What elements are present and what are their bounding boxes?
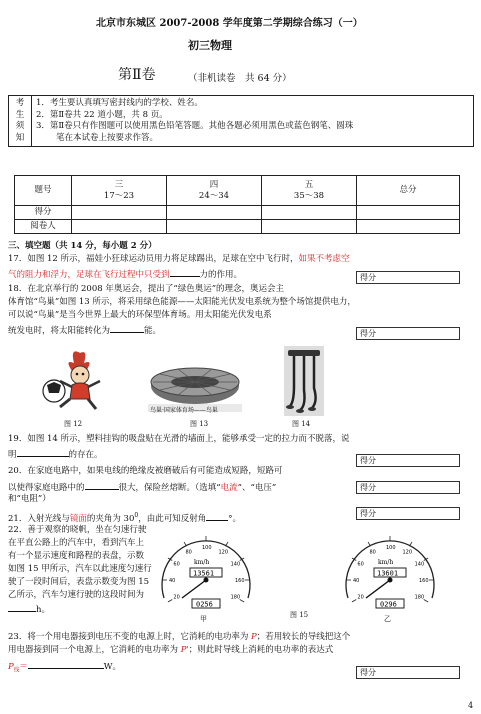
q20-red-text: 电流 <box>220 483 238 493</box>
q20-line3: 和“电阻”） <box>8 494 51 504</box>
gauge-jia-label: 甲 <box>200 615 207 623</box>
mascot-football-figure <box>30 345 110 417</box>
gauge-tick-label: 140 <box>414 561 425 568</box>
notice-label-char: 知 <box>15 132 25 143</box>
q18-line1: 18．在北京举行的 2008 年奥运会，提出了“绿色奥运”的理念，奥运会主 <box>8 284 285 294</box>
q22-text-block <box>8 524 152 617</box>
q18-score-box[interactable]: 得分 <box>356 327 460 340</box>
score-cell[interactable] <box>167 206 262 220</box>
col-range: 24～34 <box>198 190 230 201</box>
q20-answer-blank[interactable] <box>85 480 119 490</box>
q20-line1: 20．在家庭电路中，如果电线的绝缘皮被磨破后有可能造成短路，短路可 <box>8 466 283 476</box>
col-num: 四 <box>209 179 219 190</box>
q23-symbol: P <box>8 662 14 672</box>
gauge-tick-label: 180 <box>414 594 425 601</box>
gauge-tick-label: 100 <box>386 545 396 551</box>
q22-line: 如图 15 甲所示，汽车以此速度匀速行 <box>8 564 152 574</box>
score-row-label: 得分 <box>15 206 72 220</box>
q21-text: ，由此可知反射角 <box>138 513 207 524</box>
notice-label-char: 考 <box>15 98 25 108</box>
notice-label <box>9 96 32 147</box>
q17-line2 <box>8 267 242 281</box>
gauge-tick <box>168 600 172 603</box>
gauge-tick-label: 60 <box>357 561 364 568</box>
gauge-trip: 0256 <box>196 600 213 609</box>
speedometer-jia <box>156 528 256 614</box>
q23-line1 <box>8 632 350 643</box>
gauge-yi-label: 乙 <box>384 615 391 623</box>
q18-line2: 体育馆“鸟巢”如图 13 所示，将采用绿色能源——太阳能光伏发电系统为整个场馆提供电力， <box>8 297 356 307</box>
gauge-tick-label: 120 <box>402 549 413 556</box>
gauge-tick-label: 100 <box>202 545 212 551</box>
q21-answer-blank[interactable] <box>206 511 228 521</box>
gauge-tick-label: 80 <box>185 549 192 556</box>
gauge-tick-label: 140 <box>230 561 241 568</box>
notice-item: 笔在本试卷上按要求作答。 <box>56 132 159 143</box>
gauge-tick-label: 160 <box>235 578 245 584</box>
q18-text: 能。 <box>144 326 162 336</box>
q22-text: h。 <box>36 605 50 615</box>
score-cell[interactable] <box>72 206 167 220</box>
speedometer-yi <box>340 528 440 614</box>
q20-text: ”、“电压” <box>237 483 277 493</box>
q19-line2 <box>8 447 103 461</box>
q23-subscript: 线 <box>13 667 20 674</box>
grader-row-label: 阅卷人 <box>15 220 72 234</box>
grader-cell[interactable] <box>167 220 262 234</box>
q21-red-text: 镜面 <box>69 513 87 524</box>
q20-line2 <box>8 480 276 494</box>
col-num: 五 <box>304 179 314 190</box>
score-col-3 <box>72 176 167 206</box>
fig15-label: 图 15 <box>290 611 309 619</box>
q22-line: 22．善于观察的晓帆，坐在匀速行驶 <box>8 525 147 535</box>
q17-score-box[interactable]: 得分 <box>356 271 460 284</box>
q19-line1: 19．如图 14 所示，塑料挂钩的吸盘贴在光滑的墙面上，能够承受一定的拉力而不脱落，说 <box>8 434 350 444</box>
score-col-4 <box>167 176 262 206</box>
birds-nest-stadium-figure <box>148 352 242 412</box>
q17-text: 力的作用。 <box>199 270 243 280</box>
q23-line2 <box>8 645 333 656</box>
gauge-tick-label: 40 <box>169 578 176 584</box>
score-table <box>14 175 460 234</box>
q22-line: 驶了一段时间后，表盘示数变为图 15 <box>8 577 150 587</box>
q19-answer-blank[interactable] <box>17 447 69 457</box>
q22-tail-line <box>8 602 152 617</box>
q17-text: 17．如图 12 所示，福娃小狂球运动员用力将足球踢出，足球在空中飞行时， <box>8 254 299 264</box>
q23-answer-blank[interactable] <box>28 659 104 669</box>
score-header-label: 题号 <box>15 176 72 206</box>
q23-text: W。 <box>103 662 122 672</box>
q22-answer-blank[interactable] <box>8 602 36 612</box>
gauge-unit: km/h <box>194 559 210 566</box>
section3-heading: 三、填空题（共 14 分，每小题 2 分） <box>8 241 157 251</box>
q23-text: ；若用较长的导线把这个 <box>256 632 351 642</box>
q19-text: 的存在。 <box>68 450 103 460</box>
gauge-tick-label: 80 <box>369 549 376 556</box>
q21-score-box[interactable]: 得分 <box>356 507 460 520</box>
q17-answer-blank[interactable] <box>170 267 200 277</box>
q23-score-box[interactable]: 得分 <box>356 666 460 679</box>
gauge-odometer: 13561 <box>193 569 215 578</box>
gauge-tick-label: 20 <box>173 594 180 601</box>
page-number: 4 <box>468 701 474 710</box>
section-title: 第Ⅱ卷 <box>118 67 156 83</box>
col-num: 三 <box>114 179 124 190</box>
q23-text: ；则此时导线上消耗的电功率的表达式 <box>188 645 334 655</box>
gauge-tick <box>352 600 356 603</box>
q19-text: 明 <box>8 450 17 460</box>
q21-sup: 0 <box>134 512 139 519</box>
exam-title: 北京市东城区 2007-2008 学年度第二学期综合练习（一） <box>96 18 363 29</box>
q22-line: 有一个显示速度和路程的表盘，示数 <box>8 551 145 561</box>
fig13-label: 图 13 <box>190 420 209 428</box>
score-total-label: 总分 <box>357 176 460 206</box>
q19-score-box[interactable]: 得分 <box>356 454 460 467</box>
gauge-tick <box>240 600 244 603</box>
gauge-tick-label: 160 <box>419 578 429 584</box>
fig14-label: 图 14 <box>292 420 311 428</box>
fig12-label: 图 12 <box>64 420 83 428</box>
notice-item: 2．第Ⅱ卷共 22 道小题，共 8 页。 <box>36 109 168 120</box>
gauge-tick-label: 60 <box>173 561 180 568</box>
score-col-5 <box>262 176 357 206</box>
gauge-trip: 0296 <box>380 600 397 609</box>
q17-red-text: 气的阻力和浮力，足球在飞行过程中只受到 <box>8 270 170 280</box>
q22-line: 在平直公路上的汽车中，看到汽车上 <box>8 538 145 548</box>
score-cell[interactable] <box>262 206 357 220</box>
notice-label-char: 生 <box>15 109 25 120</box>
q21-text: °。 <box>228 513 241 524</box>
gauge-tick-label: 40 <box>353 578 360 584</box>
q20-text: 以使得家庭电路中的 <box>8 483 85 493</box>
q17-line1 <box>8 254 350 265</box>
q23-text: 用电器接到同一个电源上，它消耗的电功率为 <box>8 645 181 655</box>
gauge-odometer: 13601 <box>377 569 399 578</box>
q18-line4 <box>8 323 161 337</box>
q23-line3 <box>8 659 121 677</box>
notice-table <box>8 95 474 147</box>
q18-text: 统发电时，将太阳能转化为 <box>8 326 111 336</box>
gauge-tick-label: 180 <box>230 594 241 601</box>
q23-text: 23．将一个用电器接到电压不变的电源上时，它消耗的电功率为 <box>8 632 252 642</box>
q22-line: 乙所示，汽车匀速行驶的这段时间为 <box>8 590 145 600</box>
gauge-tick <box>424 600 428 603</box>
notice-items <box>32 96 474 147</box>
q21-text: 的夹角为 30 <box>86 513 135 524</box>
notice-item: 1．考生要认真填写密封线内的学校、姓名。 <box>36 98 203 108</box>
col-range: 17～23 <box>103 190 135 201</box>
grader-cell[interactable] <box>72 220 167 234</box>
q21-line <box>8 510 241 525</box>
notice-item: 3．第Ⅱ卷只有作图题可以使用黑色铅笔答题。其他各题必须用黑色或蓝色钢笔、圆珠 <box>36 121 354 131</box>
gauge-tick-label: 20 <box>357 594 364 601</box>
q23-equals: ＝ <box>19 662 28 672</box>
q20-text: 很大，保险丝熔断。（选填“ <box>118 483 221 493</box>
subject-title: 初三物理 <box>188 39 232 52</box>
gauge-unit: km/h <box>378 559 394 566</box>
suction-hooks-figure <box>284 346 324 416</box>
q18-line3: 可以说“鸟巢”是当今世界上最大的环保型体育场。用太阳能光伏发电系 <box>8 310 272 320</box>
grader-cell[interactable] <box>262 220 357 234</box>
section-note: （非机读卷 共 64 分） <box>188 73 292 84</box>
q20-score-box[interactable]: 得分 <box>356 481 460 494</box>
score-cell[interactable] <box>357 206 460 220</box>
q17-red-text: 如果不考虑空 <box>298 254 350 264</box>
grader-cell[interactable] <box>357 220 460 234</box>
q23-symbol: P <box>251 632 257 642</box>
q21-text: 21．入射光线与 <box>8 513 70 524</box>
fig13-caption: 鸟巢·国家体育场——鸟巢 <box>150 407 218 414</box>
notice-label-char: 须 <box>15 121 25 131</box>
gauge-tick-label: 120 <box>218 549 229 556</box>
q18-answer-blank[interactable] <box>110 323 144 333</box>
q23-symbol: P' <box>180 645 189 655</box>
col-range: 35～38 <box>293 190 325 201</box>
